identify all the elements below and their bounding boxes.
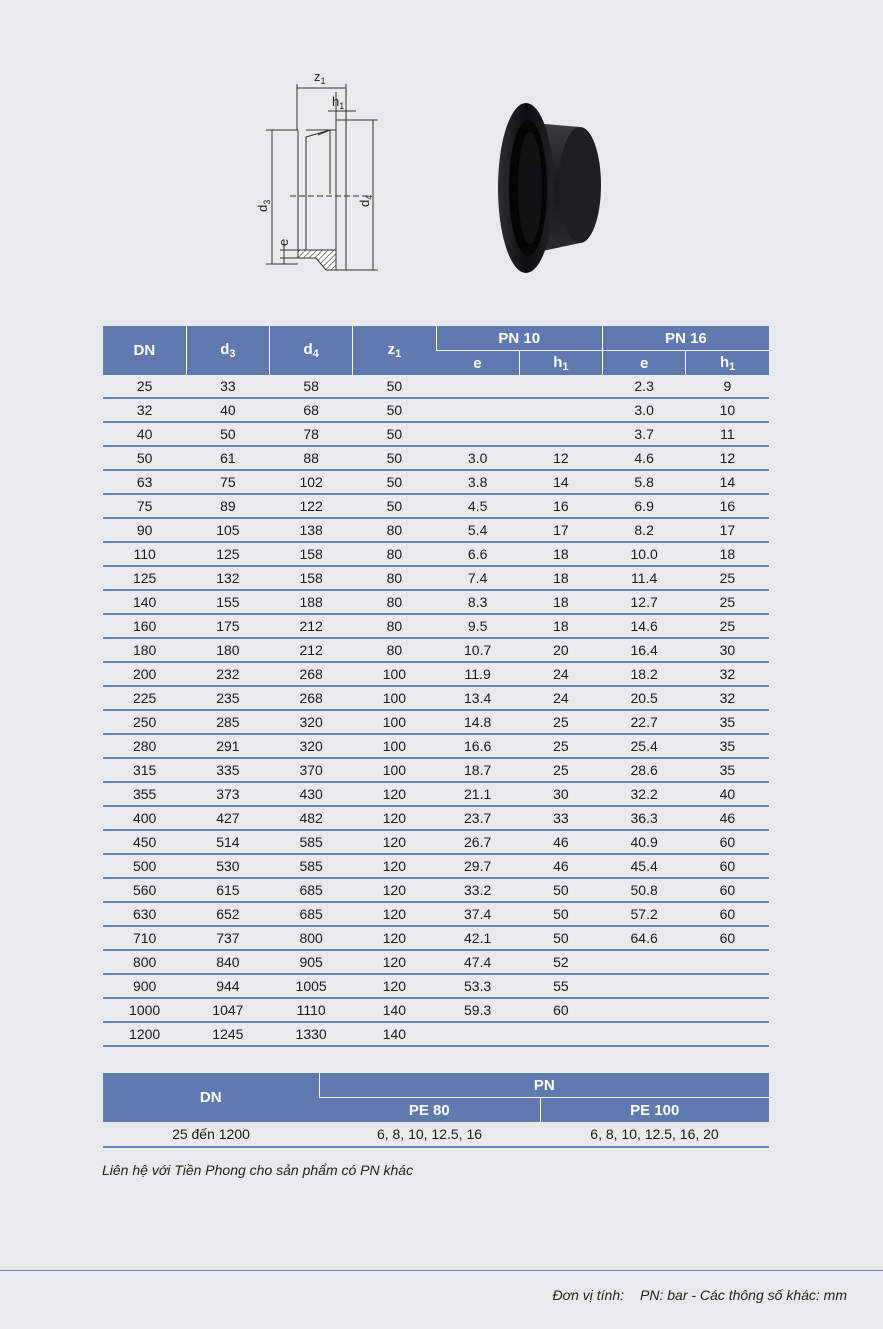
cell-pn16-e: 10.0: [603, 542, 686, 566]
cell-d3: 530: [186, 854, 269, 878]
table-row: [103, 686, 769, 710]
stub-flange-product-photo: [488, 95, 613, 285]
cell-pn16-h1: 25: [686, 614, 769, 638]
cell-d3: 180: [186, 638, 269, 662]
cell-d3: 514: [186, 830, 269, 854]
dimension-table: [103, 326, 769, 1047]
pn-cell-pe100: 6, 8, 10, 12.5, 16, 20: [540, 1122, 769, 1147]
cell-pn16-e: 3.7: [603, 422, 686, 446]
cell-pn10-h1: 25: [519, 758, 602, 782]
footer-divider: [0, 1270, 883, 1271]
cell-pn10-h1: 18: [519, 566, 602, 590]
cell-pn10-h1: [519, 398, 602, 422]
cell-d3: 652: [186, 902, 269, 926]
cell-pn10-e: 8.3: [436, 590, 519, 614]
cell-z1: 50: [353, 375, 436, 398]
pn-header-pe100: PE 100: [540, 1098, 769, 1123]
cell-dn: 75: [103, 494, 186, 518]
cell-dn: 900: [103, 974, 186, 998]
label-h1: h: [332, 94, 340, 109]
units-label: Đơn vị tính:: [552, 1287, 625, 1303]
cell-pn10-e: 37.4: [436, 902, 519, 926]
cell-d4: 905: [270, 950, 353, 974]
cell-d3: 291: [186, 734, 269, 758]
table-row: [103, 375, 769, 398]
table-row: [103, 566, 769, 590]
cell-pn10-h1: 20: [519, 638, 602, 662]
cell-pn16-h1: 60: [686, 854, 769, 878]
cell-pn10-e: 3.8: [436, 470, 519, 494]
cell-pn10-h1: 25: [519, 710, 602, 734]
cell-pn10-h1: 17: [519, 518, 602, 542]
cell-dn: 280: [103, 734, 186, 758]
cell-z1: 120: [353, 950, 436, 974]
cell-z1: 120: [353, 854, 436, 878]
label-d3-sub: 3: [262, 199, 272, 205]
cell-dn: 225: [103, 686, 186, 710]
cell-pn10-e: 16.6: [436, 734, 519, 758]
pn-header-pe80: PE 80: [319, 1098, 540, 1123]
cell-d4: 78: [270, 422, 353, 446]
cell-pn10-h1: 24: [519, 662, 602, 686]
cell-pn16-e: 32.2: [603, 782, 686, 806]
table-row: [103, 902, 769, 926]
cell-pn16-e: 5.8: [603, 470, 686, 494]
cell-z1: 100: [353, 662, 436, 686]
cell-d3: 132: [186, 566, 269, 590]
cell-pn16-e: 45.4: [603, 854, 686, 878]
table-row: [103, 974, 769, 998]
cell-z1: 80: [353, 566, 436, 590]
table-row: [103, 1022, 769, 1046]
table-row: [103, 590, 769, 614]
cell-pn10-h1: 24: [519, 686, 602, 710]
cell-dn: 500: [103, 854, 186, 878]
header-pn10-h1: $h_1$: [519, 351, 602, 376]
cell-d4: 68: [270, 398, 353, 422]
cell-z1: 80: [353, 542, 436, 566]
cell-dn: 1000: [103, 998, 186, 1022]
table-row: [103, 758, 769, 782]
cell-pn16-e: 11.4: [603, 566, 686, 590]
dimension-table-body: [103, 375, 769, 1046]
cell-pn10-e: [436, 398, 519, 422]
cell-dn: 800: [103, 950, 186, 974]
table-row: [103, 398, 769, 422]
cell-d3: 75: [186, 470, 269, 494]
cell-d3: 155: [186, 590, 269, 614]
cell-pn16-h1: 18: [686, 542, 769, 566]
cell-z1: 120: [353, 878, 436, 902]
cell-pn10-h1: 33: [519, 806, 602, 830]
cell-z1: 50: [353, 494, 436, 518]
cell-d4: 212: [270, 614, 353, 638]
cell-pn10-e: 10.7: [436, 638, 519, 662]
table-row: [103, 614, 769, 638]
cell-pn16-e: [603, 998, 686, 1022]
cell-d4: 88: [270, 446, 353, 470]
cell-d4: 800: [270, 926, 353, 950]
cell-d4: 1330: [270, 1022, 353, 1046]
cell-pn16-h1: 60: [686, 926, 769, 950]
cell-z1: 80: [353, 638, 436, 662]
cell-pn16-h1: 40: [686, 782, 769, 806]
cell-d4: 188: [270, 590, 353, 614]
cell-z1: 120: [353, 806, 436, 830]
cell-d4: 122: [270, 494, 353, 518]
cell-pn16-e: 22.7: [603, 710, 686, 734]
table-row: [103, 830, 769, 854]
cell-pn16-h1: 9: [686, 375, 769, 398]
cell-dn: 250: [103, 710, 186, 734]
cell-pn16-e: 2.3: [603, 375, 686, 398]
cell-pn10-e: 13.4: [436, 686, 519, 710]
cell-d3: 944: [186, 974, 269, 998]
cell-pn10-h1: 50: [519, 926, 602, 950]
cell-z1: 100: [353, 686, 436, 710]
cell-pn10-e: 47.4: [436, 950, 519, 974]
cell-pn10-e: 42.1: [436, 926, 519, 950]
cell-pn10-h1: 60: [519, 998, 602, 1022]
cell-pn16-h1: 32: [686, 686, 769, 710]
cell-dn: 630: [103, 902, 186, 926]
cell-z1: 140: [353, 1022, 436, 1046]
svg-text:z1: [314, 69, 326, 86]
pressure-rating-table: [103, 1073, 769, 1148]
cell-z1: 80: [353, 518, 436, 542]
cell-pn10-h1: 50: [519, 902, 602, 926]
table-row: [103, 662, 769, 686]
table-row: [103, 878, 769, 902]
cell-dn: 32: [103, 398, 186, 422]
cell-pn16-h1: [686, 998, 769, 1022]
cell-d3: 1047: [186, 998, 269, 1022]
label-d3: d: [255, 204, 270, 212]
table-row: [103, 470, 769, 494]
table-row: [103, 710, 769, 734]
header-pn10-e: e: [436, 351, 519, 376]
svg-text:d4: [357, 195, 374, 207]
cell-d3: 335: [186, 758, 269, 782]
cell-d4: 138: [270, 518, 353, 542]
contact-note: Liên hệ với Tiền Phong cho sản phẩm có PN khác: [102, 1162, 414, 1178]
cell-dn: 355: [103, 782, 186, 806]
cell-dn: 710: [103, 926, 186, 950]
cell-pn16-e: 12.7: [603, 590, 686, 614]
cell-pn10-h1: 46: [519, 830, 602, 854]
cell-d3: 125: [186, 542, 269, 566]
cell-d4: 370: [270, 758, 353, 782]
cell-pn10-e: 11.9: [436, 662, 519, 686]
cell-d3: 61: [186, 446, 269, 470]
cell-z1: 50: [353, 446, 436, 470]
cell-pn16-e: 25.4: [603, 734, 686, 758]
cell-d4: 1110: [270, 998, 353, 1022]
cell-pn10-h1: 25: [519, 734, 602, 758]
cell-dn: 1200: [103, 1022, 186, 1046]
cell-dn: 200: [103, 662, 186, 686]
cell-pn16-h1: 12: [686, 446, 769, 470]
cell-d3: 175: [186, 614, 269, 638]
cell-pn16-e: 28.6: [603, 758, 686, 782]
cell-pn10-h1: 55: [519, 974, 602, 998]
table-row: [103, 542, 769, 566]
cell-pn16-h1: 60: [686, 878, 769, 902]
cell-pn16-h1: 14: [686, 470, 769, 494]
cell-pn10-e: 6.6: [436, 542, 519, 566]
cell-z1: 50: [353, 422, 436, 446]
cell-d4: 482: [270, 806, 353, 830]
cell-d3: 40: [186, 398, 269, 422]
table-row: [103, 782, 769, 806]
cell-pn16-e: 4.6: [603, 446, 686, 470]
cell-d4: 268: [270, 662, 353, 686]
cell-pn16-e: 20.5: [603, 686, 686, 710]
cell-pn10-h1: 52: [519, 950, 602, 974]
cell-pn16-h1: 11: [686, 422, 769, 446]
label-e: e: [276, 238, 291, 246]
table-row: [103, 950, 769, 974]
cell-z1: 120: [353, 926, 436, 950]
table-row: [103, 494, 769, 518]
cell-z1: 140: [353, 998, 436, 1022]
cell-pn16-e: [603, 1022, 686, 1046]
svg-text:h1: [332, 94, 344, 111]
cell-dn: 450: [103, 830, 186, 854]
cell-pn10-h1: 18: [519, 590, 602, 614]
cell-pn16-h1: 35: [686, 710, 769, 734]
cell-pn16-e: 40.9: [603, 830, 686, 854]
cell-pn10-e: [436, 375, 519, 398]
cell-dn: 180: [103, 638, 186, 662]
table-row: [103, 854, 769, 878]
cell-d3: 373: [186, 782, 269, 806]
cell-pn10-e: 7.4: [436, 566, 519, 590]
cell-d3: 427: [186, 806, 269, 830]
cell-dn: 63: [103, 470, 186, 494]
cell-pn10-e: 23.7: [436, 806, 519, 830]
table-row: [103, 926, 769, 950]
cell-d4: 158: [270, 542, 353, 566]
cell-z1: 100: [353, 734, 436, 758]
cell-d4: 430: [270, 782, 353, 806]
label-z1-sub: 1: [320, 76, 326, 86]
cell-d3: 232: [186, 662, 269, 686]
cell-d3: 1245: [186, 1022, 269, 1046]
table-row: [103, 638, 769, 662]
cell-pn16-e: 57.2: [603, 902, 686, 926]
cell-pn16-h1: 35: [686, 734, 769, 758]
cell-z1: 100: [353, 710, 436, 734]
cell-d3: 105: [186, 518, 269, 542]
cell-pn16-e: 6.9: [603, 494, 686, 518]
cell-pn10-e: 4.5: [436, 494, 519, 518]
table-row: [103, 446, 769, 470]
cell-pn10-e: 53.3: [436, 974, 519, 998]
cell-pn10-h1: [519, 422, 602, 446]
cell-pn10-h1: 18: [519, 542, 602, 566]
cell-pn16-h1: 25: [686, 566, 769, 590]
table-row: [103, 806, 769, 830]
cell-pn10-e: 18.7: [436, 758, 519, 782]
header-d3: $d_3$: [186, 326, 269, 375]
cell-z1: 80: [353, 590, 436, 614]
cell-d4: 320: [270, 710, 353, 734]
cell-pn16-e: 64.6: [603, 926, 686, 950]
table-row: [103, 422, 769, 446]
cell-pn16-h1: [686, 974, 769, 998]
cell-dn: 140: [103, 590, 186, 614]
cell-pn10-h1: 46: [519, 854, 602, 878]
cell-pn16-h1: 60: [686, 830, 769, 854]
cell-z1: 50: [353, 398, 436, 422]
cell-pn16-h1: 46: [686, 806, 769, 830]
table-row: [103, 1122, 769, 1147]
cell-pn16-h1: 10: [686, 398, 769, 422]
units-value: PN: bar - Các thông số khác: mm: [640, 1287, 847, 1303]
label-d4: d: [357, 199, 372, 207]
cell-pn16-h1: [686, 950, 769, 974]
table-row: [103, 998, 769, 1022]
cell-pn16-e: 8.2: [603, 518, 686, 542]
cell-pn10-e: 59.3: [436, 998, 519, 1022]
cell-d4: 268: [270, 686, 353, 710]
table-row: [103, 734, 769, 758]
header-d4: $d_4$: [270, 326, 353, 375]
cell-pn16-e: 16.4: [603, 638, 686, 662]
cell-pn10-h1: 12: [519, 446, 602, 470]
cell-pn16-h1: 32: [686, 662, 769, 686]
cell-pn10-h1: [519, 1022, 602, 1046]
cell-d4: 685: [270, 902, 353, 926]
cell-pn10-e: 5.4: [436, 518, 519, 542]
cell-z1: 120: [353, 902, 436, 926]
label-d4-sub: 4: [364, 194, 374, 200]
cell-pn10-e: 26.7: [436, 830, 519, 854]
header-dn: DN: [103, 326, 186, 375]
cell-pn16-h1: 16: [686, 494, 769, 518]
cell-pn10-e: 9.5: [436, 614, 519, 638]
svg-text:d3: [255, 200, 272, 212]
cell-d3: 615: [186, 878, 269, 902]
cell-dn: 90: [103, 518, 186, 542]
header-pn16: PN 16: [603, 326, 770, 351]
cell-dn: 560: [103, 878, 186, 902]
cell-pn10-e: 29.7: [436, 854, 519, 878]
cell-d4: 1005: [270, 974, 353, 998]
cell-pn16-e: [603, 950, 686, 974]
cell-pn16-h1: [686, 1022, 769, 1046]
cell-dn: 40: [103, 422, 186, 446]
cell-pn10-h1: 50: [519, 878, 602, 902]
cell-z1: 120: [353, 782, 436, 806]
cell-d3: 285: [186, 710, 269, 734]
cell-dn: 400: [103, 806, 186, 830]
cell-d4: 585: [270, 830, 353, 854]
pn-header-pn: PN: [319, 1073, 769, 1098]
cell-d4: 212: [270, 638, 353, 662]
cell-z1: 120: [353, 830, 436, 854]
cell-pn10-e: 14.8: [436, 710, 519, 734]
cell-pn16-h1: 35: [686, 758, 769, 782]
cell-z1: 50: [353, 470, 436, 494]
cell-d3: 840: [186, 950, 269, 974]
cell-d3: 50: [186, 422, 269, 446]
cell-d4: 158: [270, 566, 353, 590]
cell-pn16-e: [603, 974, 686, 998]
header-pn16-h1: $h_1$: [686, 351, 769, 376]
cell-z1: 100: [353, 758, 436, 782]
header-pn10: PN 10: [436, 326, 603, 351]
cell-pn10-h1: 16: [519, 494, 602, 518]
cell-pn16-h1: 17: [686, 518, 769, 542]
cell-z1: 120: [353, 974, 436, 998]
cell-pn10-h1: [519, 375, 602, 398]
cell-pn16-e: 18.2: [603, 662, 686, 686]
pn-cell-pe80: 6, 8, 10, 12.5, 16: [319, 1122, 540, 1147]
cell-d3: 33: [186, 375, 269, 398]
table-row: [103, 518, 769, 542]
units-footer: [553, 1287, 847, 1303]
cell-d3: 89: [186, 494, 269, 518]
cell-pn10-e: 3.0: [436, 446, 519, 470]
cell-dn: 50: [103, 446, 186, 470]
header-z1: $z_1$: [353, 326, 436, 375]
cell-d4: 102: [270, 470, 353, 494]
pn-cell-dn: 25 đến 1200: [103, 1122, 319, 1147]
cell-pn16-e: 36.3: [603, 806, 686, 830]
cell-pn10-h1: 18: [519, 614, 602, 638]
label-z1: z: [314, 69, 321, 84]
cell-d4: 58: [270, 375, 353, 398]
cell-pn10-e: [436, 422, 519, 446]
cell-pn10-e: [436, 1022, 519, 1046]
cell-pn10-h1: 30: [519, 782, 602, 806]
cell-d3: 235: [186, 686, 269, 710]
cell-dn: 125: [103, 566, 186, 590]
cell-d4: 685: [270, 878, 353, 902]
cell-pn16-e: 3.0: [603, 398, 686, 422]
cell-pn10-e: 33.2: [436, 878, 519, 902]
cell-pn10-h1: 14: [519, 470, 602, 494]
pn-header-dn: DN: [103, 1073, 319, 1122]
cell-dn: 160: [103, 614, 186, 638]
cell-pn16-h1: 60: [686, 902, 769, 926]
cell-pn16-h1: 25: [686, 590, 769, 614]
cell-dn: 315: [103, 758, 186, 782]
header-pn16-e: e: [603, 351, 686, 376]
label-h1-sub: 1: [339, 101, 345, 111]
cell-dn: 110: [103, 542, 186, 566]
cell-pn16-e: 14.6: [603, 614, 686, 638]
cell-pn16-h1: 30: [686, 638, 769, 662]
cell-d3: 737: [186, 926, 269, 950]
cell-dn: 25: [103, 375, 186, 398]
cell-d4: 320: [270, 734, 353, 758]
cell-pn10-e: 21.1: [436, 782, 519, 806]
cell-pn16-e: 50.8: [603, 878, 686, 902]
cell-d4: 585: [270, 854, 353, 878]
stub-flange-technical-drawing: [250, 62, 385, 277]
cell-z1: 80: [353, 614, 436, 638]
